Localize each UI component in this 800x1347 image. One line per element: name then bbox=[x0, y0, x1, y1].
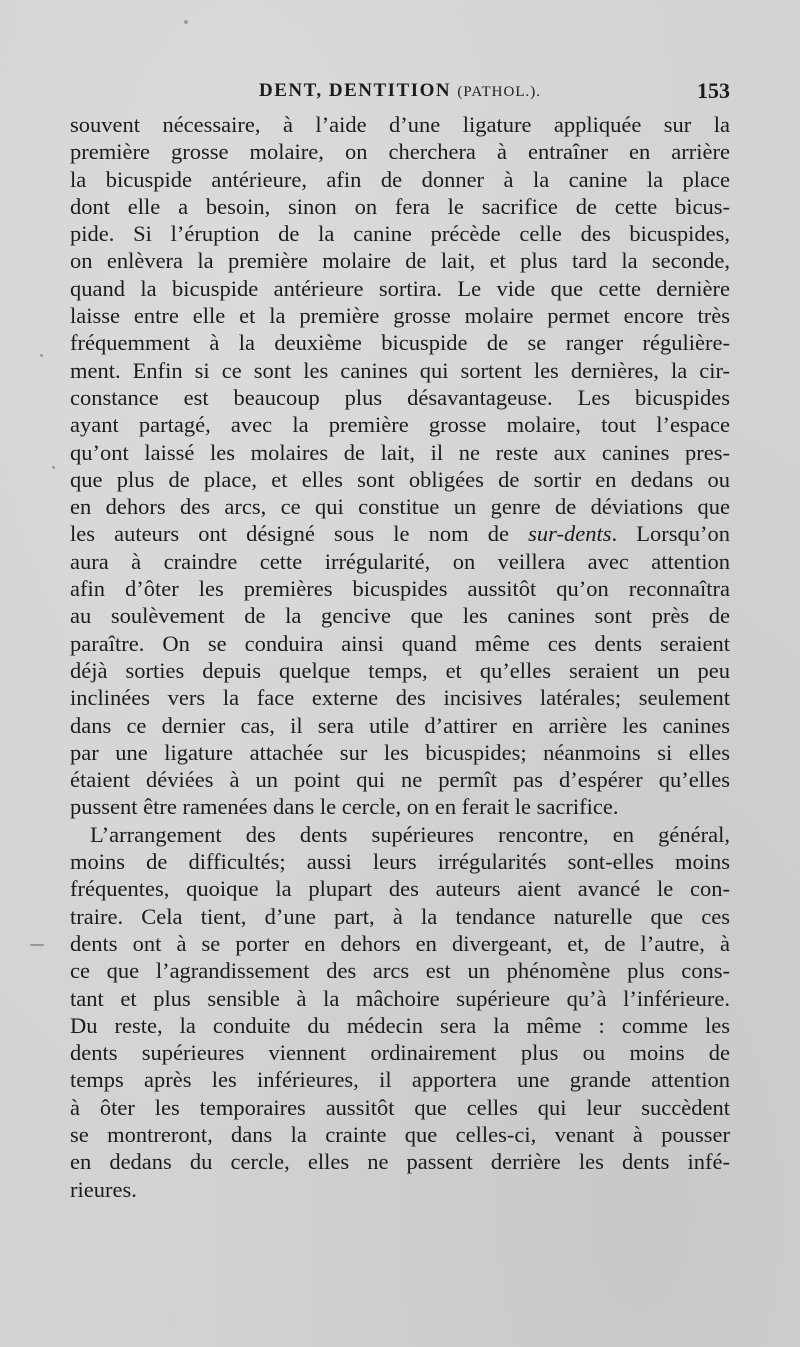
text-line: on enlèvera la première molaire de lait, et plus tard la seconde, bbox=[70, 248, 730, 274]
running-title-main: DENT, DENTITION bbox=[258, 80, 452, 101]
text-line: Du reste, la conduite du médecin sera la même : comme les bbox=[70, 1012, 730, 1038]
text-line: en dedans du cercle, elles ne passent derrière les dents infé- bbox=[70, 1149, 730, 1175]
text-line: étaient déviées à un point qui ne permît pas d’espérer qu’elles bbox=[70, 767, 730, 793]
text-line: au soulèvement de la gencive que les canines sont près de bbox=[70, 603, 730, 629]
body-text bbox=[70, 111, 730, 1203]
text-line: en dehors des arcs, ce qui constitue un genre de déviations que bbox=[70, 494, 730, 520]
running-title-sub: (PATHOL.). bbox=[457, 84, 541, 100]
text-line: fréquentes, quoique la plupart des auteurs aient avancé le con- bbox=[70, 876, 730, 902]
text-line: à ôter les temporaires aussitôt que celles qui leur succèdent bbox=[70, 1094, 730, 1120]
text-line: quand la bicuspide antérieure sortira. Le vide que cette dernière bbox=[70, 275, 730, 301]
ink-speck bbox=[52, 466, 55, 469]
text-line: dents supérieures viennent ordinairement plus ou moins de bbox=[70, 1040, 730, 1066]
ink-speck bbox=[30, 944, 44, 946]
italic-term: sur-dents bbox=[528, 521, 612, 547]
text-line: ce que l’agrandissement des arcs est un phénomène plus cons- bbox=[70, 958, 730, 984]
text-line: rieures. bbox=[70, 1176, 137, 1202]
text-line: afin d’ôter les premières bicuspides aussitôt qu’on reconnaîtra bbox=[70, 576, 730, 602]
text-line: laisse entre elle et la première grosse molaire permet encore très bbox=[70, 303, 730, 329]
text-line: dans ce dernier cas, il sera utile d’attirer en arrière les canines bbox=[70, 712, 730, 738]
paragraph-1 bbox=[70, 111, 730, 821]
text-line: souvent nécessaire, à l’aide d’une ligature appliquée sur la bbox=[70, 112, 730, 137]
text-segment: les auteurs ont désigné sous le nom de bbox=[70, 521, 529, 547]
text-line: L’arrangement des dents supérieures rencontre, en général, bbox=[90, 821, 730, 847]
text-line: dont elle a besoin, sinon on fera le sacrifice de cette bicus- bbox=[70, 193, 730, 219]
text-line: se montreront, dans la crainte que celles-ci, venant à pousser bbox=[70, 1121, 730, 1147]
text-line: qu’ont laissé les molaires de lait, il ne reste aux canines pres- bbox=[70, 439, 730, 465]
text-line: traire. Cela tient, d’une part, à la tendance naturelle que ces bbox=[70, 903, 730, 929]
text-line: aura à craindre cette irrégularité, on veillera avec attention bbox=[70, 548, 730, 574]
text-line: temps après les inférieures, il apportera une grande attention bbox=[70, 1067, 730, 1093]
running-header bbox=[70, 76, 730, 106]
text-line: pussent être ramenées dans le cercle, on en ferait le sacrifice. bbox=[70, 794, 619, 820]
text-line: ayant partagé, avec la première grosse molaire, tout l’espace bbox=[70, 412, 730, 438]
paragraph-2 bbox=[70, 821, 730, 1203]
page-number: 153 bbox=[697, 78, 730, 103]
running-title bbox=[70, 80, 730, 102]
text-segment: . Lorsqu’on bbox=[611, 521, 730, 547]
text-line: que plus de place, et elles sont obligées de sortir en dedans ou bbox=[70, 466, 730, 492]
text-line-with-term bbox=[70, 520, 730, 547]
text-line: constance est beaucoup plus désavantageuse. Les bicuspides bbox=[70, 384, 730, 410]
text-line: inclinées vers la face externe des incisives latérales; seulement bbox=[70, 685, 730, 711]
text-line: dents ont à se porter en dehors en divergeant, et, de l’autre, à bbox=[70, 930, 730, 956]
text-line: moins de difficultés; aussi leurs irrégularités sont-elles moins bbox=[70, 849, 730, 875]
text-line: déjà sorties depuis quelque temps, et qu’elles seraient un peu bbox=[70, 657, 730, 683]
text-line: la bicuspide antérieure, afin de donner à la canine la place bbox=[70, 166, 730, 192]
text-line: tant et plus sensible à la mâchoire supérieure qu’à l’inférieure. bbox=[70, 985, 730, 1011]
text-line: par une ligature attachée sur les bicuspides; néanmoins si elles bbox=[70, 739, 730, 765]
ink-speck bbox=[40, 354, 43, 357]
text-line: fréquemment à la deuxième bicuspide de se ranger régulière- bbox=[70, 330, 730, 356]
text-line: ment. Enfin si ce sont les canines qui sortent les dernières, la cir- bbox=[70, 357, 730, 383]
text-line: paraître. On se conduira ainsi quand même ces dents seraient bbox=[70, 630, 730, 656]
text-line: première grosse molaire, on cherchera à entraîner en arrière bbox=[70, 139, 730, 165]
ink-speck bbox=[184, 20, 188, 24]
text-line: pide. Si l’éruption de la canine précède celle des bicuspides, bbox=[70, 221, 730, 247]
